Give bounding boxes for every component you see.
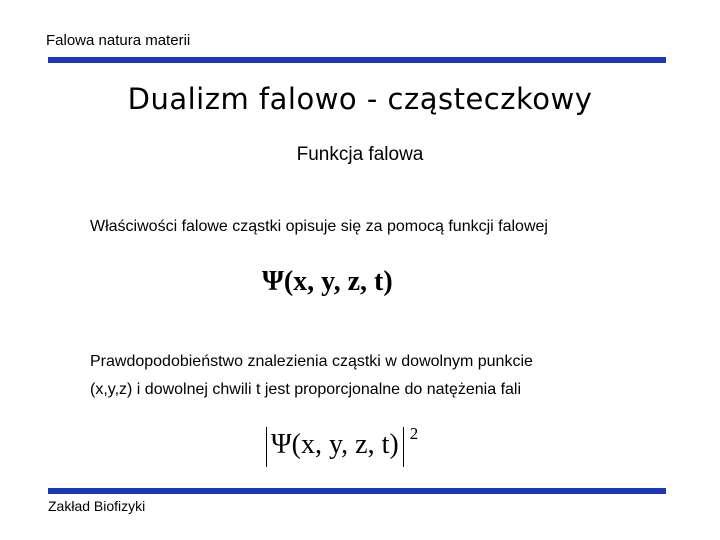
probability-description (90, 348, 650, 404)
abs-bar-right (403, 427, 404, 467)
slide-title: Dualizm falowo - cząsteczkowy (127, 82, 593, 116)
wavefunction-formula: Ψ(x, y, z, t) (262, 266, 393, 297)
top-divider (48, 57, 666, 63)
formula-exponent: 2 (409, 424, 419, 443)
footer-text: Zakład Biofizyki (48, 498, 146, 514)
probability-line-2: (x,y,z) i dowolnej chwili t jest proporcjonalne do natężenia fali (90, 381, 522, 398)
bottom-divider (48, 488, 666, 494)
probability-line-1: Prawdopodobieństwo znalezienia cząstki w dowolnym punkcie (90, 353, 533, 370)
slide-subtitle: Funkcja falowa (296, 144, 424, 165)
probability-formula (262, 424, 418, 467)
abs-bar-left (266, 427, 267, 467)
probability-formula-body: Ψ(x, y, z, t) (271, 429, 399, 460)
wavefunction-description: Właściwości falowe cząstki opisuje się za pomocą funkcji falowej (90, 218, 548, 235)
header-title: Falowa natura materii (46, 32, 191, 49)
